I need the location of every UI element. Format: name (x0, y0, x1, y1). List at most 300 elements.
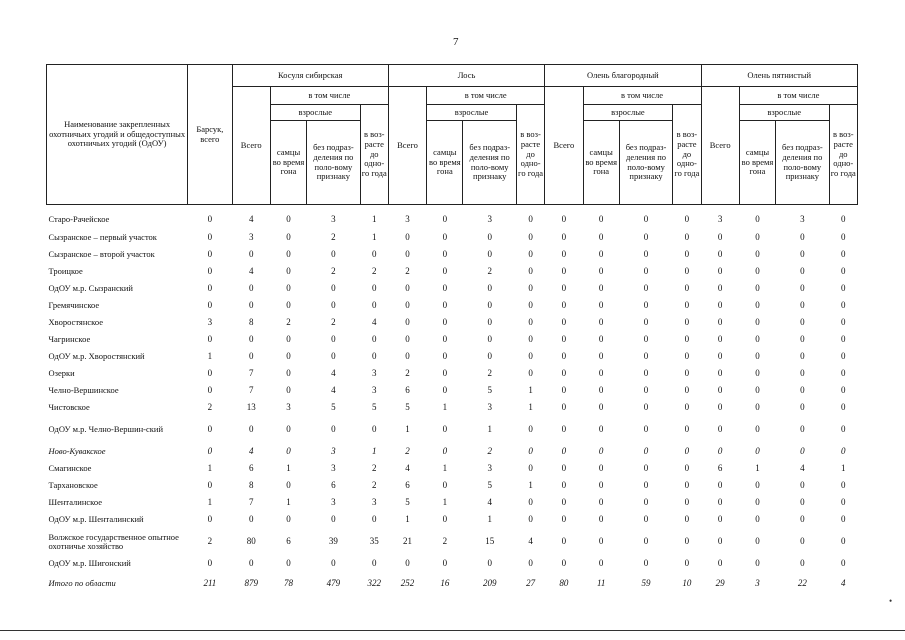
table-row (47, 528, 858, 555)
row-value: 1 (528, 402, 533, 413)
header-under-one-year: в воз-расте до одно-го года (829, 105, 857, 205)
row-value: 0 (717, 249, 723, 260)
row-value: 0 (248, 249, 254, 260)
row-value: 0 (598, 283, 604, 294)
row-value: 0 (331, 514, 336, 525)
row-value: 0 (528, 334, 533, 345)
row-value: 0 (755, 536, 760, 547)
header-under-one-year: в воз-расте до одно-го года (673, 105, 701, 205)
table-row (47, 348, 858, 365)
row-value: 0 (561, 402, 567, 413)
row-value: 0 (371, 334, 377, 345)
scan-mark: • (889, 596, 893, 606)
row-value: 0 (684, 249, 690, 260)
row-value: 0 (717, 402, 723, 413)
row-value: 0 (405, 283, 410, 294)
row-value: 0 (643, 283, 649, 294)
row-value: 0 (561, 300, 567, 311)
row-value: 2 (442, 536, 448, 547)
row-value: 1 (286, 497, 291, 508)
row-value: 0 (643, 480, 649, 491)
row-value: 0 (755, 424, 760, 435)
row-value: 0 (598, 402, 604, 413)
row-value: 0 (207, 446, 213, 457)
row-name: Шенталинское (48, 497, 102, 508)
row-value: 0 (405, 334, 410, 345)
row-value: 0 (717, 266, 723, 277)
table-row (47, 246, 858, 263)
row-value: 2 (487, 368, 492, 379)
row-value: 0 (598, 317, 604, 328)
row-value: 0 (371, 249, 377, 260)
table-row (47, 280, 858, 297)
row-value: 0 (561, 385, 567, 396)
row-value: 0 (684, 334, 690, 345)
row-value: 1 (528, 385, 533, 396)
row-value: 0 (643, 368, 649, 379)
table-row (47, 205, 858, 230)
row-value: 3 (405, 213, 410, 224)
row-value: 0 (684, 402, 690, 413)
row-value: 211 (203, 577, 217, 588)
row-value: 0 (561, 536, 567, 547)
row-name: Волжское государственное опытное охотничье хозяйство (48, 531, 179, 551)
row-value: 5 (487, 480, 492, 491)
row-value: 11 (596, 577, 606, 588)
row-name: ОдОУ м.р. Сызранский (48, 283, 133, 294)
row-value: 0 (755, 402, 760, 413)
row-value: 0 (643, 514, 649, 525)
table-row (47, 331, 858, 348)
row-value: 1 (207, 497, 213, 508)
row-name: ОдОУ м.р. Шигонский (48, 558, 131, 569)
row-value: 1 (371, 232, 377, 243)
row-value: 6 (405, 385, 410, 396)
row-value: 0 (684, 514, 690, 525)
row-value: 2 (331, 266, 336, 277)
row-value: 1 (207, 351, 213, 362)
row-value: 0 (841, 232, 846, 243)
table-row (47, 511, 858, 528)
table-row (47, 263, 858, 280)
row-value: 0 (755, 514, 760, 525)
row-name: Старо-Рачейское (48, 213, 110, 224)
row-value: 1 (405, 514, 410, 525)
row-value: 2 (207, 402, 213, 413)
row-value: 0 (684, 558, 690, 569)
row-value: 0 (755, 368, 760, 379)
row-value: 0 (800, 558, 805, 569)
row-value: 0 (598, 536, 604, 547)
header-adults: взрослые (739, 105, 829, 121)
row-value: 0 (643, 249, 649, 260)
row-value: 0 (561, 266, 567, 277)
row-name: Челно-Вершинское (48, 385, 119, 396)
row-value: 3 (487, 213, 492, 224)
row-value: 209 (482, 577, 497, 588)
row-value: 0 (755, 213, 760, 224)
row-value: 0 (684, 213, 690, 224)
row-value: 0 (248, 300, 254, 311)
row-name: Хворостянское (48, 317, 103, 328)
row-value: 0 (755, 385, 760, 396)
row-value: 0 (755, 300, 760, 311)
row-value: 0 (286, 446, 291, 457)
header-badger: Барсук, всего (188, 65, 232, 205)
row-value: 0 (561, 351, 567, 362)
table-row (47, 477, 858, 494)
row-value: 0 (487, 232, 492, 243)
row-value: 0 (717, 424, 723, 435)
row-value: 0 (561, 558, 567, 569)
row-value: 1 (286, 463, 291, 474)
row-value: 0 (800, 446, 805, 457)
row-value: 4 (248, 266, 254, 277)
row-value: 22 (797, 577, 807, 588)
row-value: 0 (598, 368, 604, 379)
row-value: 0 (371, 283, 377, 294)
row-value: 0 (442, 514, 448, 525)
row-value: 0 (598, 266, 604, 277)
row-value: 6 (331, 480, 336, 491)
row-value: 1 (371, 446, 377, 457)
row-value: 0 (643, 446, 649, 457)
row-value: 0 (717, 317, 723, 328)
row-value: 0 (717, 558, 723, 569)
row-value: 3 (286, 402, 291, 413)
row-value: 0 (755, 334, 760, 345)
hunting-census-table (46, 64, 858, 594)
row-value: 0 (442, 300, 448, 311)
row-value: 0 (528, 283, 533, 294)
row-value: 0 (561, 249, 567, 260)
row-value: 39 (328, 536, 338, 547)
row-value: 29 (715, 577, 725, 588)
header-species-red-deer: Олень благородный (545, 65, 701, 87)
row-value: 0 (286, 558, 291, 569)
row-name: Смагинское (48, 463, 92, 474)
row-value: 0 (248, 424, 254, 435)
row-value: 0 (643, 463, 649, 474)
row-value: 0 (487, 283, 492, 294)
row-value: 0 (528, 317, 533, 328)
row-value: 1 (371, 213, 377, 224)
row-value: 0 (528, 424, 533, 435)
row-value: 0 (643, 334, 649, 345)
row-value: 0 (207, 514, 213, 525)
row-value: 0 (717, 232, 723, 243)
row-value: 1 (442, 463, 448, 474)
header-species-elk: Лось (388, 65, 544, 87)
row-value: 0 (561, 463, 567, 474)
row-value: 0 (561, 480, 567, 491)
row-value: 10 (682, 577, 692, 588)
header-males-rut: самцы во время гона (739, 121, 775, 205)
row-value: 4 (371, 317, 377, 328)
row-value: 0 (405, 351, 410, 362)
row-value: 0 (800, 334, 805, 345)
row-value: 2 (371, 463, 377, 474)
header-name-column: Наименование закрепленных охотничьих угодий и общедоступных охотничьих угодий (ОдОУ) (47, 65, 188, 205)
row-value: 0 (331, 558, 336, 569)
row-value: 0 (841, 317, 846, 328)
row-value: 4 (487, 497, 492, 508)
row-value: 0 (286, 300, 291, 311)
row-value: 0 (841, 368, 846, 379)
row-value: 0 (800, 424, 805, 435)
row-value: 0 (717, 514, 723, 525)
row-value: 3 (371, 368, 377, 379)
row-value: 4 (248, 446, 254, 457)
row-name: Озерки (48, 368, 75, 379)
row-value: 2 (405, 266, 410, 277)
row-value: 0 (561, 283, 567, 294)
row-value: 35 (369, 536, 379, 547)
row-value: 0 (841, 558, 846, 569)
row-value: 0 (643, 266, 649, 277)
header-no-sex-division: без подраз-деления по поло-вому признаку (307, 121, 360, 205)
row-value: 0 (207, 334, 213, 345)
row-value: 0 (684, 446, 690, 457)
row-name: ОдОУ м.р. Челно-Вершин-ский (48, 424, 163, 435)
row-value: 0 (331, 283, 336, 294)
row-value: 0 (528, 446, 533, 457)
row-value: 0 (643, 213, 649, 224)
row-value: 0 (643, 402, 649, 413)
row-value: 2 (487, 266, 492, 277)
row-name: Итого по области (48, 577, 116, 588)
row-name: Чагринское (48, 334, 91, 345)
row-value: 0 (684, 463, 690, 474)
row-value: 0 (207, 232, 213, 243)
row-value: 0 (755, 351, 760, 362)
row-value: 1 (755, 463, 760, 474)
row-value: 0 (487, 300, 492, 311)
header-including: в том числе (270, 87, 388, 105)
row-value: 3 (331, 463, 336, 474)
row-value: 6 (717, 463, 723, 474)
row-value: 0 (598, 463, 604, 474)
row-value: 4 (331, 368, 336, 379)
row-value: 59 (641, 577, 651, 588)
bottom-rule (0, 630, 905, 631)
row-value: 0 (248, 334, 254, 345)
row-value: 1 (207, 463, 213, 474)
row-value: 0 (442, 424, 448, 435)
row-value: 80 (246, 536, 256, 547)
row-value: 0 (331, 300, 336, 311)
table-row (47, 443, 858, 460)
row-value: 0 (684, 536, 690, 547)
table-row (47, 494, 858, 511)
table-body (47, 205, 858, 595)
row-value: 0 (841, 249, 846, 260)
row-value: 0 (528, 266, 533, 277)
header-adults: взрослые (427, 105, 517, 121)
row-value: 0 (286, 249, 291, 260)
row-value: 0 (717, 385, 723, 396)
row-value: 0 (643, 317, 649, 328)
row-value: 0 (598, 334, 604, 345)
row-value: 0 (286, 283, 291, 294)
row-value: 0 (598, 514, 604, 525)
row-value: 6 (405, 480, 410, 491)
row-value: 0 (755, 480, 760, 491)
row-name: ОдОУ м.р. Хворостянский (48, 351, 145, 362)
row-value: 0 (528, 300, 533, 311)
row-value: 0 (442, 385, 448, 396)
table-row (47, 399, 858, 416)
row-value: 0 (561, 497, 567, 508)
row-value: 0 (643, 300, 649, 311)
row-value: 0 (405, 300, 410, 311)
table-row (47, 382, 858, 399)
row-value: 0 (717, 283, 723, 294)
row-value: 0 (487, 334, 492, 345)
row-value: 0 (643, 497, 649, 508)
row-value: 4 (331, 385, 336, 396)
table-row (47, 365, 858, 382)
row-value: 0 (684, 266, 690, 277)
row-value: 1 (487, 514, 492, 525)
header-under-one-year: в воз-расте до одно-го года (516, 105, 544, 205)
header-no-sex-division: без подраз-деления по поло-вому признаку (619, 121, 672, 205)
row-value: 5 (405, 497, 410, 508)
row-value: 0 (841, 514, 846, 525)
row-value: 0 (561, 368, 567, 379)
row-value: 0 (442, 334, 448, 345)
row-value: 0 (405, 558, 410, 569)
row-value: 0 (442, 446, 448, 457)
table-row-total (47, 572, 858, 594)
row-value: 4 (800, 463, 805, 474)
row-value: 2 (487, 446, 492, 457)
table-row (47, 555, 858, 572)
row-value: 0 (755, 317, 760, 328)
row-name: Троицкое (48, 266, 83, 277)
header-adults: взрослые (583, 105, 673, 121)
row-value: 0 (248, 514, 254, 525)
row-value: 0 (405, 249, 410, 260)
row-value: 0 (371, 424, 377, 435)
row-value: 3 (800, 213, 805, 224)
row-value: 0 (684, 385, 690, 396)
row-value: 1 (487, 424, 492, 435)
row-value: 0 (800, 317, 805, 328)
row-value: 0 (207, 480, 213, 491)
row-value: 0 (684, 497, 690, 508)
row-value: 0 (841, 213, 846, 224)
row-value: 0 (442, 368, 448, 379)
header-total: Всего (232, 87, 270, 205)
row-value: 0 (442, 480, 448, 491)
row-value: 2 (331, 232, 336, 243)
row-value: 322 (367, 577, 381, 588)
row-value: 0 (841, 424, 846, 435)
row-name: Сызранское – второй участок (48, 249, 155, 260)
row-value: 8 (248, 480, 254, 491)
row-value: 0 (442, 213, 448, 224)
row-value: 15 (485, 536, 495, 547)
header-no-sex-division: без подраз-деления по поло-вому признаку (776, 121, 829, 205)
row-value: 0 (528, 368, 533, 379)
row-value: 0 (528, 232, 533, 243)
page-number: 7 (453, 36, 459, 48)
header-no-sex-division: без подраз-деления по поло-вому признаку (463, 121, 516, 205)
row-value: 0 (487, 249, 492, 260)
row-name: Сызранское – первый участок (48, 232, 157, 243)
row-value: 0 (800, 514, 805, 525)
row-value: 0 (371, 558, 377, 569)
row-value: 0 (286, 424, 291, 435)
row-value: 0 (800, 249, 805, 260)
row-value: 0 (841, 334, 846, 345)
row-value: 0 (286, 385, 291, 396)
row-value: 4 (248, 213, 254, 224)
header-species-sika-deer: Олень пятнистый (701, 65, 858, 87)
row-value: 0 (207, 266, 213, 277)
row-value: 6 (248, 463, 254, 474)
row-value: 0 (561, 514, 567, 525)
row-value: 0 (442, 558, 448, 569)
row-value: 0 (643, 351, 649, 362)
row-value: 0 (717, 334, 723, 345)
row-value: 0 (598, 232, 604, 243)
row-value: 3 (371, 385, 377, 396)
row-value: 3 (207, 317, 213, 328)
row-value: 0 (841, 283, 846, 294)
row-value: 0 (248, 283, 254, 294)
row-value: 0 (643, 536, 649, 547)
row-value: 0 (841, 351, 846, 362)
row-value: 80 (559, 577, 569, 588)
row-value: 0 (286, 266, 291, 277)
row-value: 0 (442, 283, 448, 294)
row-value: 0 (561, 334, 567, 345)
row-value: 0 (684, 317, 690, 328)
row-value: 7 (248, 497, 254, 508)
row-value: 1 (841, 463, 846, 474)
row-value: 3 (487, 463, 492, 474)
row-value: 0 (598, 424, 604, 435)
row-value: 0 (331, 351, 336, 362)
row-value: 6 (286, 536, 291, 547)
row-value: 0 (841, 266, 846, 277)
row-value: 0 (286, 514, 291, 525)
row-value: 0 (800, 266, 805, 277)
row-value: 0 (684, 351, 690, 362)
row-value: 0 (561, 317, 567, 328)
row-value: 0 (561, 232, 567, 243)
row-value: 0 (755, 249, 760, 260)
row-value: 0 (598, 446, 604, 457)
row-name: Ново-Кувакское (48, 446, 106, 457)
row-value: 27 (526, 577, 536, 588)
row-value: 0 (684, 424, 690, 435)
header-total: Всего (545, 87, 583, 205)
header-males-rut: самцы во время гона (427, 121, 463, 205)
row-value: 4 (841, 577, 846, 588)
row-value: 0 (800, 232, 805, 243)
row-value: 5 (405, 402, 410, 413)
row-value: 0 (800, 351, 805, 362)
row-value: 0 (528, 463, 533, 474)
row-value: 3 (248, 232, 254, 243)
row-value: 1 (442, 402, 448, 413)
row-value: 2 (286, 317, 291, 328)
row-value: 0 (598, 480, 604, 491)
row-value: 0 (800, 300, 805, 311)
